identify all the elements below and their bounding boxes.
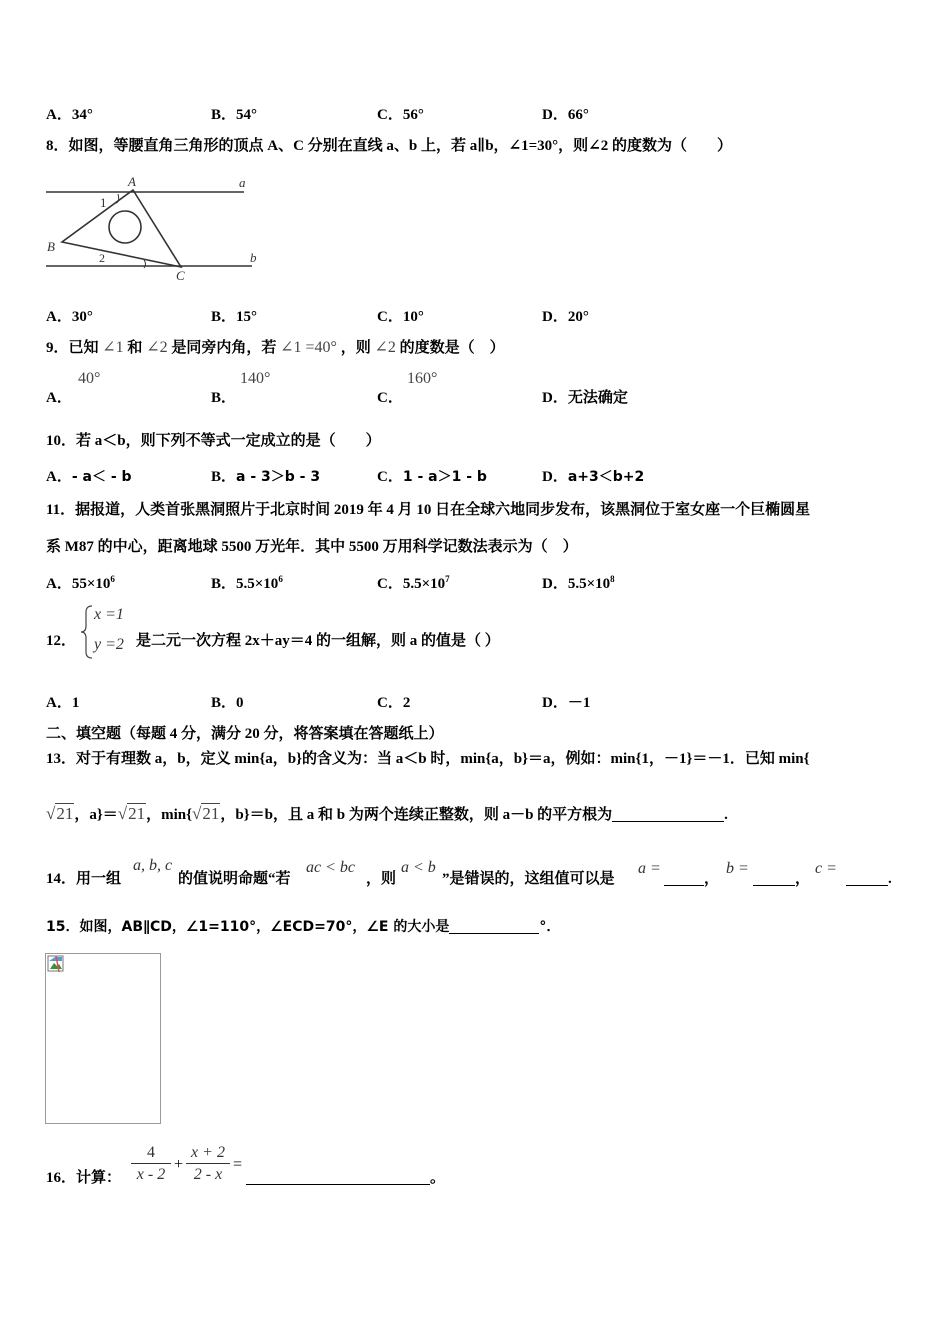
q9-option-a: A． xyxy=(46,390,72,406)
q9-option-b-value: 140° xyxy=(240,370,271,387)
q14-c-blank-row: . xyxy=(846,870,892,888)
q14-c-eq: c = xyxy=(815,860,837,877)
label-A: A xyxy=(128,174,136,189)
q11-option-d: D．$5.5\times 10^8$ xyxy=(542,574,615,592)
q13-answer-blank[interactable] xyxy=(612,807,724,822)
label-b: b xyxy=(250,250,257,265)
q11-option-c: C．$5.5\times 10^7$ xyxy=(377,574,450,592)
q15-text: 15．如图，AB∥CD，∠1=110°，∠ECD=70°，∠E 的大小是 °． xyxy=(46,919,561,935)
label-C: C xyxy=(176,268,185,283)
q16-fraction-2: $\frac{x + 2}{2 - x}$ xyxy=(186,1143,230,1186)
q11-line2: 系 M87 的中心，距离地球 5500 万光年．其中 5500 万用科学记数法表示为（ ） xyxy=(46,539,578,555)
q10-option-a: A．- a＜ - b xyxy=(46,469,132,485)
q14-vars: a, b, c xyxy=(133,857,173,874)
q9-angle2: ∠2 xyxy=(146,339,168,356)
q10-option-b: B．a - 3＞b - 3 xyxy=(211,469,321,485)
triangle xyxy=(62,190,181,267)
q9-option-b: B． xyxy=(211,390,237,406)
q9-option-d: D．无法确定 xyxy=(542,390,628,406)
q14-mid: 的值说明命题“若 xyxy=(178,871,291,887)
q16-plus: + xyxy=(174,1156,184,1173)
broken-image-icon xyxy=(47,955,65,973)
q12-brace xyxy=(80,604,94,660)
q14-b-blank[interactable] xyxy=(753,871,795,886)
q12-eq1: x =1 xyxy=(94,606,124,623)
q8-option-d: D．20° xyxy=(542,309,589,325)
q12-option-d: D．－1 xyxy=(542,695,591,711)
q7-option-c: C．56° xyxy=(377,107,424,123)
q12-option-b: B．0 xyxy=(211,695,244,711)
q8-figure xyxy=(40,172,270,284)
q14-a-blank[interactable] xyxy=(664,871,704,886)
sqrt21-a: √21 xyxy=(46,804,74,823)
q14-ineq1: ac < bc xyxy=(306,859,355,876)
q14-post: ”是错误的，这组值可以是 xyxy=(442,871,615,887)
q14-pre: 14．用一组 xyxy=(46,871,122,887)
label-1: 1 xyxy=(100,195,107,210)
q16-answer-row: 。 xyxy=(246,1169,445,1187)
section2-title: 二、填空题（每题 4 分，满分 20 分，将答案填在答题纸上） xyxy=(46,726,444,742)
q13-line2: √21，a}＝√21，min{√21，b}＝b，且 a 和 b 为两个连续正整数，则 a－b 的平方根为 . xyxy=(46,800,728,829)
q16-fraction-1: $\frac{4}{x - 2}$ xyxy=(131,1143,171,1186)
q9-condition: ∠1 =40° xyxy=(280,339,337,356)
q14-c-blank[interactable] xyxy=(846,871,888,886)
q10-option-d: D．a+3＜b+2 xyxy=(542,469,645,485)
q14-b-blank-row: ， xyxy=(753,870,810,888)
q9-text: 9．已知 ∠1 和 ∠2 是同旁内角，若 ∠1 =40° ，则 ∠2 的度数是（ ） xyxy=(46,339,505,356)
q14-a-eq: a = xyxy=(638,860,661,877)
label-B: B xyxy=(47,239,55,254)
label-a: a xyxy=(239,175,246,190)
q14-b-eq: b = xyxy=(726,860,749,877)
label-2: 2 xyxy=(99,251,105,265)
q11-option-b: B．$5.5\times 10^6$ xyxy=(211,574,283,592)
q9-option-c: C． xyxy=(377,390,403,406)
inscribed-circle xyxy=(109,211,141,243)
q8-option-a: A．30° xyxy=(46,309,93,325)
q12-eq2: y =2 xyxy=(94,636,124,653)
q14-mid2: ，则 xyxy=(366,871,397,887)
q12-number: 12． xyxy=(46,633,77,649)
q8-option-b: B．15° xyxy=(211,309,258,325)
q12-option-a: A．1 xyxy=(46,695,80,711)
q9-angle1: ∠1 xyxy=(102,339,124,356)
q10-text: 10．若 a＜b，则下列不等式一定成立的是（ ） xyxy=(46,433,381,449)
q7-option-d: D．66° xyxy=(542,107,589,123)
q14-a-blank-row: ， xyxy=(664,870,719,888)
q9-option-c-value: 160° xyxy=(407,370,438,387)
q10-option-c: C．1 - a＞1 - b xyxy=(377,469,487,485)
q7-option-a: A．34° xyxy=(46,107,93,123)
q13-line1: 13．对于有理数 a，b，定义 min{a，b}的含义为：当 a＜b 时，min{a，b}＝a，例如：min{1，－1}＝－1．已知 min{ xyxy=(46,751,810,767)
q16-pre: 16．计算： xyxy=(46,1170,122,1186)
sqrt21-b: √21 xyxy=(117,804,146,823)
q12-option-c: C．2 xyxy=(377,695,411,711)
q14-ineq2: a < b xyxy=(401,859,436,876)
q15-figure-placeholder xyxy=(45,953,161,1124)
q8-option-c: C．10° xyxy=(377,309,424,325)
q16-equals: = xyxy=(233,1156,243,1173)
q11-option-a: A．$55\times 10^6$ xyxy=(46,574,115,592)
q11-line1: 11．据报道，人类首张黑洞照片于北京时间 2019 年 4 月 10 日在全球六地同步发布，该黑洞位于室女座一个巨椭圆星 xyxy=(46,502,811,518)
q15-answer-blank[interactable] xyxy=(449,919,539,934)
q7-option-b: B．54° xyxy=(211,107,258,123)
q16-answer-blank[interactable] xyxy=(246,1170,430,1185)
sqrt21-c: √21 xyxy=(192,804,220,823)
q9-option-a-value: 40° xyxy=(78,370,101,387)
q8-text: 8．如图，等腰直角三角形的顶点 A、C 分别在直线 a、b 上，若 a∥b，∠1=30°，则∠2 的度数为（ ） xyxy=(46,138,732,154)
q12-text: 是二元一次方程 2x＋ay＝4 的一组解，则 a 的值是（ ） xyxy=(136,633,500,649)
